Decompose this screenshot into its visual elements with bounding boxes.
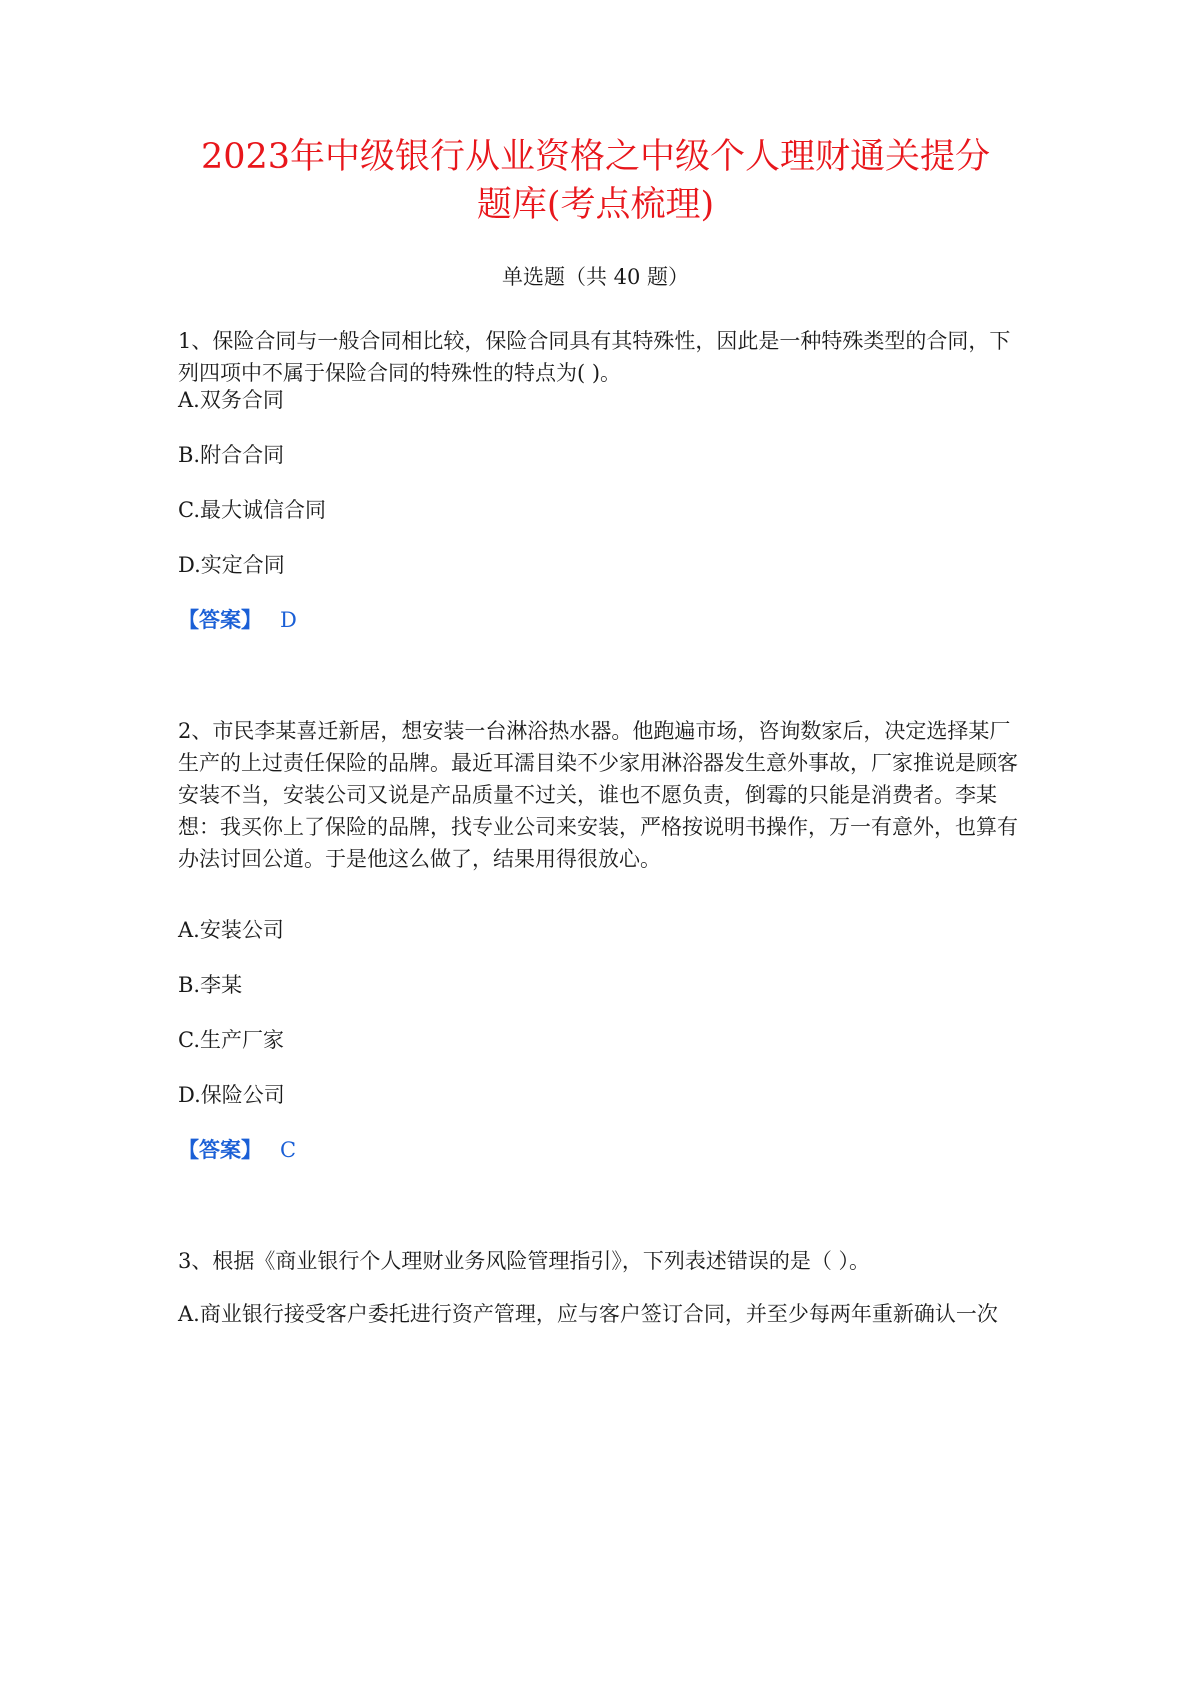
question-2-option-c: C.生产厂家: [178, 1028, 284, 1052]
question-1-option-b: B.附合合同: [178, 443, 285, 467]
section-heading: 单选题（共 40 题）: [501, 265, 690, 289]
answer-label: 【答案】: [178, 607, 262, 632]
question-2-answer: [178, 1134, 296, 1166]
question-2-option-a: A.安装公司: [178, 918, 284, 942]
question-1-stem: 1、保险合同与一般合同相比较，保险合同具有其特殊性，因此是一种特殊类型的合同，下列四项中不属于保险合同的特殊性的特点为( )。: [178, 329, 1011, 385]
question-2-option-d: D.保险公司: [178, 1083, 285, 1107]
question-1-option-c: C.最大诚信合同: [178, 498, 326, 522]
question-1-option-a: A.双务合同: [178, 388, 284, 412]
question-1-answer: [178, 604, 297, 636]
answer-label: 【答案】: [178, 1137, 262, 1162]
question-1-option-d: D.实定合同: [178, 553, 285, 577]
document-title-line-2: 题库(考点梳理): [476, 185, 715, 225]
answer-value: D: [280, 608, 297, 632]
document-title-line-1: 2023年中级银行从业资格之中级个人理财通关提分: [200, 137, 991, 177]
question-2-stem: 2、市民李某喜迁新居，想安装一台淋浴热水器。他跑遍市场，咨询数家后，决定选择某厂生产的上过责任保险的品牌。最近耳濡目染不少家用淋浴器发生意外事故，厂家推说是顾客安装不当，安装公司又说是产品质量不过关，谁也不愿负责，倒霉的只能是消费者。李某想：我买你上了保险的品牌，找专业公司来安装，严格按说明书操作，万一有意外，也算有办法讨回公道。于是他这么做了，结果用得很放心。: [178, 719, 1018, 871]
question-3-stem: 3、根据《商业银行个人理财业务风险管理指引》，下列表述错误的是（ ）。: [178, 1249, 871, 1273]
question-3-option-a: A.商业银行接受客户委托进行资产管理，应与客户签订合同，并至少每两年重新确认一次: [178, 1302, 998, 1326]
question-2-option-b: B.李某: [178, 973, 243, 997]
answer-value: C: [280, 1138, 297, 1162]
